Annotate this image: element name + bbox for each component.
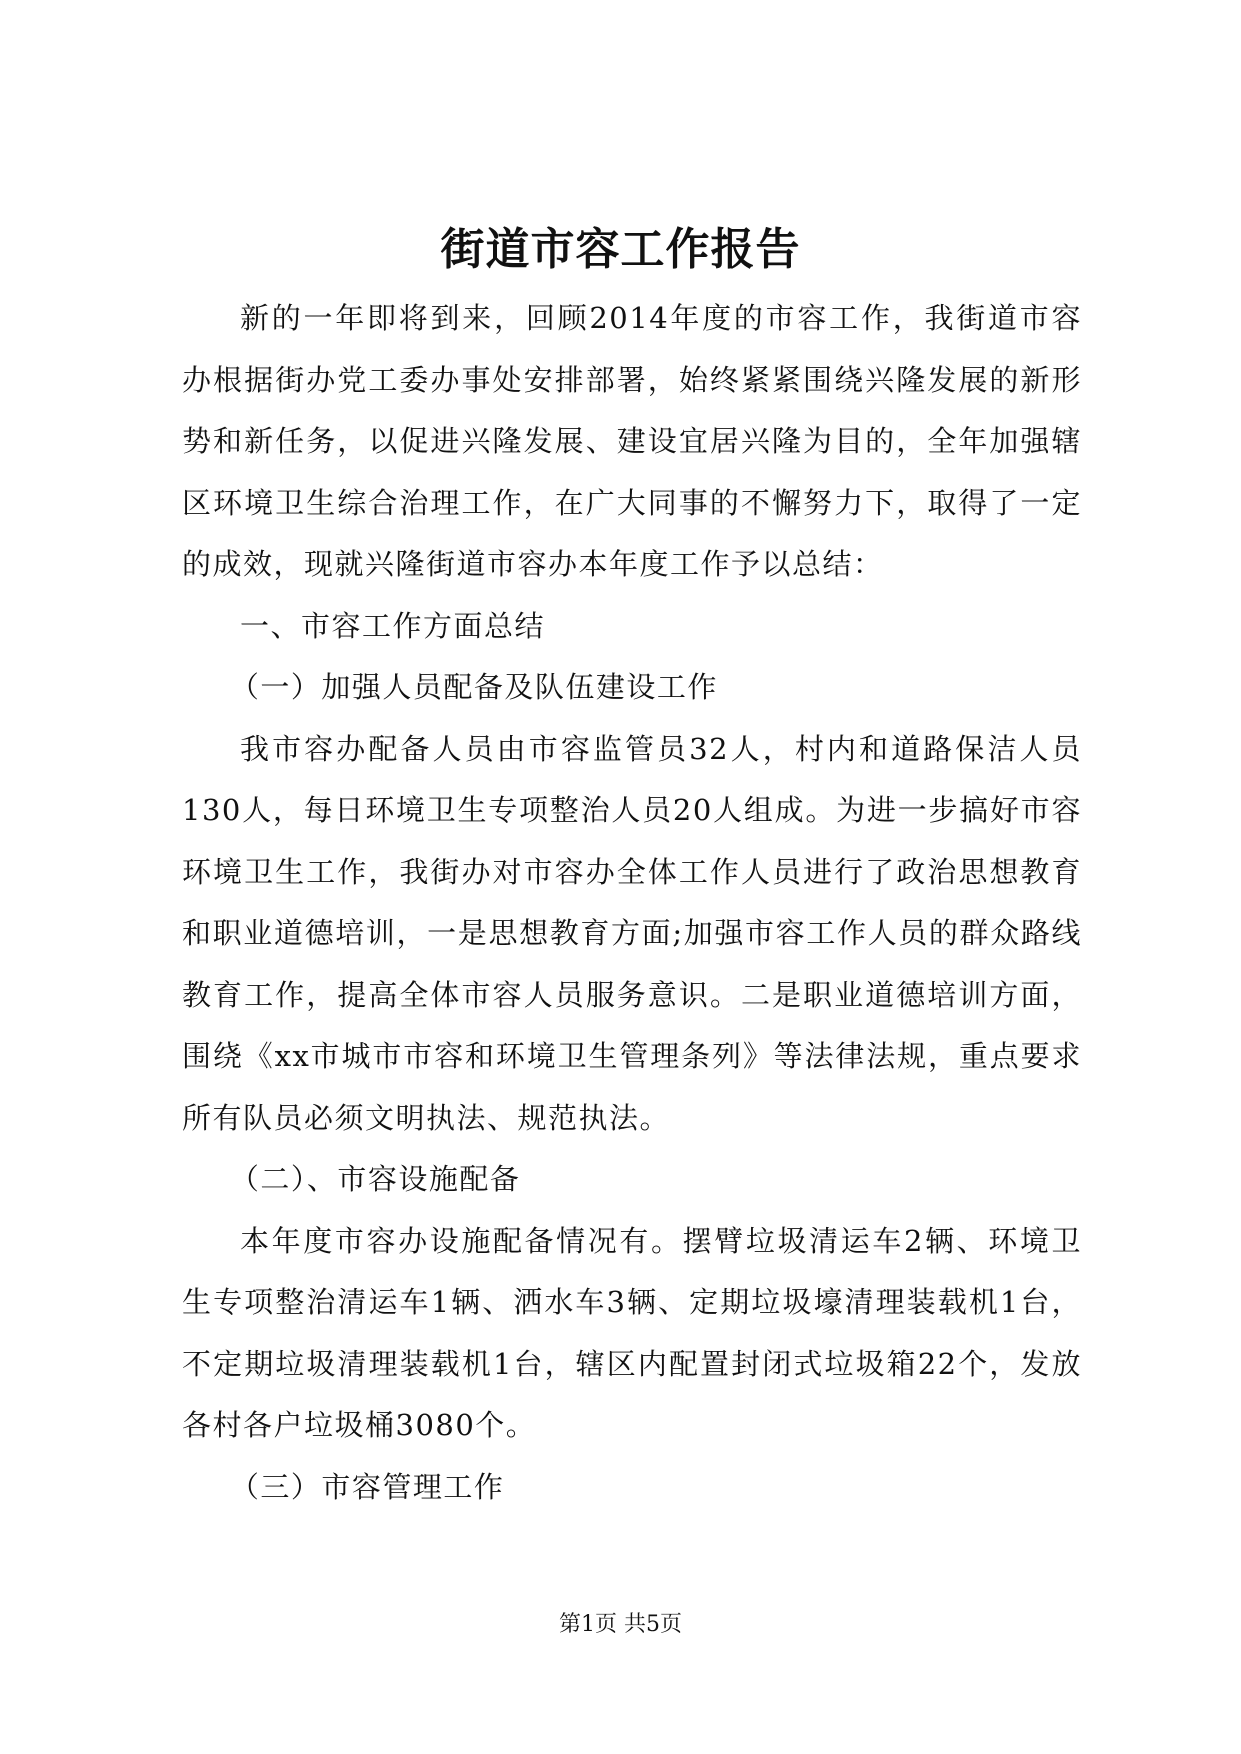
subsection-heading-1: （一）加强人员配备及队伍建设工作 [229,670,718,704]
section-heading: 一、市容工作方面总结 [240,608,546,643]
subsection-heading-2: （二）、市容设施配备 [229,1162,521,1196]
document-body [182,288,1082,1518]
subsection-heading-3: （三）市容管理工作 [229,1469,505,1504]
paragraph-facilities: 本年度市容办设施配备情况有。摆臂垃圾清运车2辆、环境卫生专项整治清运车1辆、洒水车3辆、定期垃圾壕清理装载机1台，不定期垃圾清理装载机1台，辖区内配置封闭式垃圾箱22个，发放各村各户垃圾桶3080个。 [182,1223,1082,1442]
page-footer: 第1页 共5页 [559,1612,682,1637]
paragraph-intro: 新的一年即将到来，回顾2014年度的市容工作，我街道市容办根据街办党工委办事处安排部署，始终紧紧围绕兴隆发展的新形势和新任务，以促进兴隆发展、建设宜居兴隆为目的，全年加强辖区环境卫生综合治理工作，在广大同事的不懈努力下，取得了一定的成效，现就兴隆街道市容办本年度工作予以总结： [182,301,1082,581]
document-title: 街道市容工作报告 [440,224,801,275]
paragraph-staffing: 我市容办配备人员由市容监管员32人，村内和道路保洁人员130人，每日环境卫生专项整治人员20人组成。为进一步搞好市容环境卫生工作，我街办对市容办全体工作人员进行了政治思想教育和职业道德培训，一是思想教育方面;加强市容工作人员的群众路线教育工作，提高全体市容人员服务意识。二是职业道德培训方面，围绕《xx市城市市容和环境卫生管理条列》等法律法规，重点要求所有队员必须文明执法、规范执法。 [182,731,1082,1135]
